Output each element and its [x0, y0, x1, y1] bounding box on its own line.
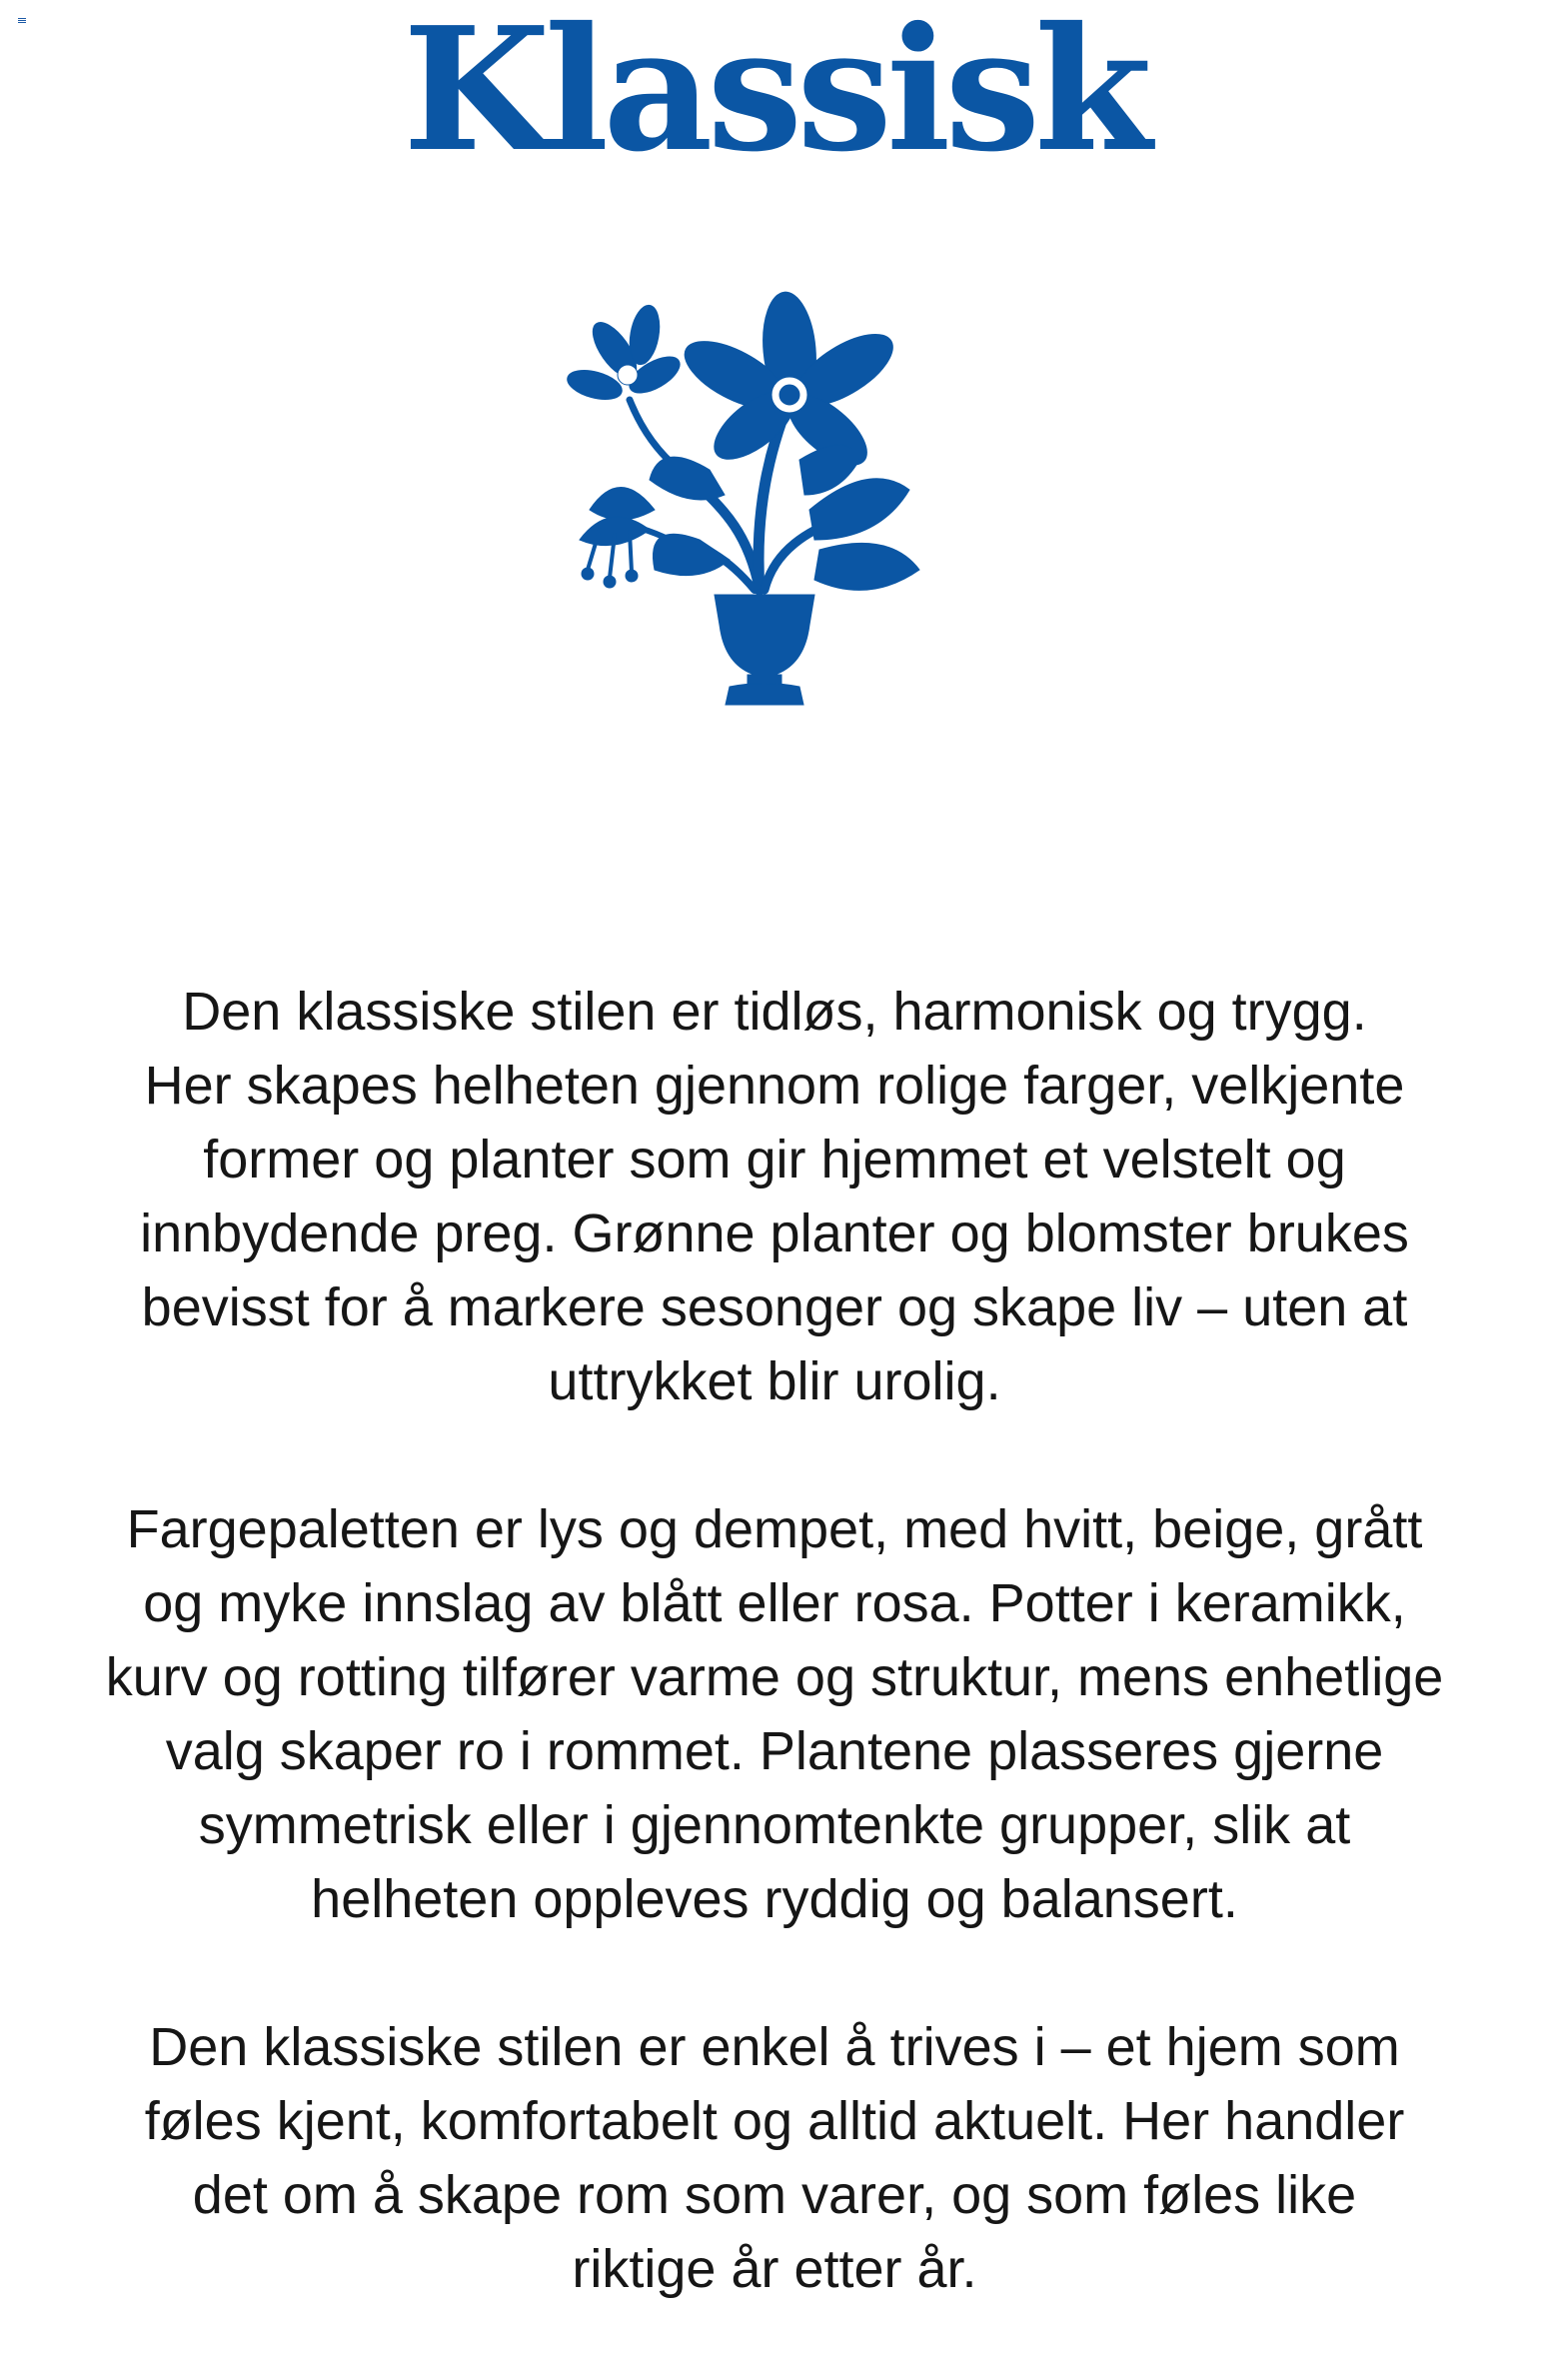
text-line: helheten oppleves ryddig og balansert.: [311, 1869, 1238, 1929]
text-line: symmetrisk eller i gjennomtenkte grupper, slik at: [198, 1795, 1351, 1855]
text-line: former og planter som gir hjemmet et velstelt og: [203, 1130, 1346, 1190]
text-line: det om å skape rom som varer, og som føles like: [192, 2165, 1357, 2225]
paragraph-intro: [0, 975, 1549, 1418]
text-line: Her skapes helheten gjennom rolige farger, velkjente: [144, 1056, 1405, 1116]
text-line: valg skaper ro i rommet. Plantene plasseres gjerne: [165, 1721, 1384, 1781]
text-line: Fargepaletten er lys og dempet, med hvitt, beige, grått: [126, 1499, 1423, 1559]
text-line: bevisst for å markere sesonger og skape liv – uten at: [141, 1277, 1408, 1337]
paragraph-closing: [0, 2010, 1549, 2306]
text-line: Den klassiske stilen er enkel å trives i – et hjem som: [149, 2017, 1400, 2077]
paragraph-palette: [0, 1492, 1549, 1936]
page-title: Klassisk: [403, 0, 1146, 190]
text-line: Den klassiske stilen er tidløs, harmonisk og trygg.: [182, 982, 1367, 1042]
text-line: innbydende preg. Grønne planter og blomster brukes: [140, 1203, 1409, 1263]
text-line: uttrykket blir urolig.: [548, 1351, 1001, 1411]
text-line: og myke innslag av blått eller rosa. Potter i keramikk,: [143, 1573, 1406, 1633]
text-line: føles kjent, komfortabelt og alltid aktuelt. Her handler: [144, 2091, 1405, 2151]
text-line: kurv og rotting tilfører varme og struktur, mens enhetlige: [105, 1647, 1444, 1707]
article-body: [0, 975, 1549, 2380]
text-line: riktige år etter år.: [572, 2239, 977, 2299]
flower-vase-illustration: [560, 210, 979, 710]
